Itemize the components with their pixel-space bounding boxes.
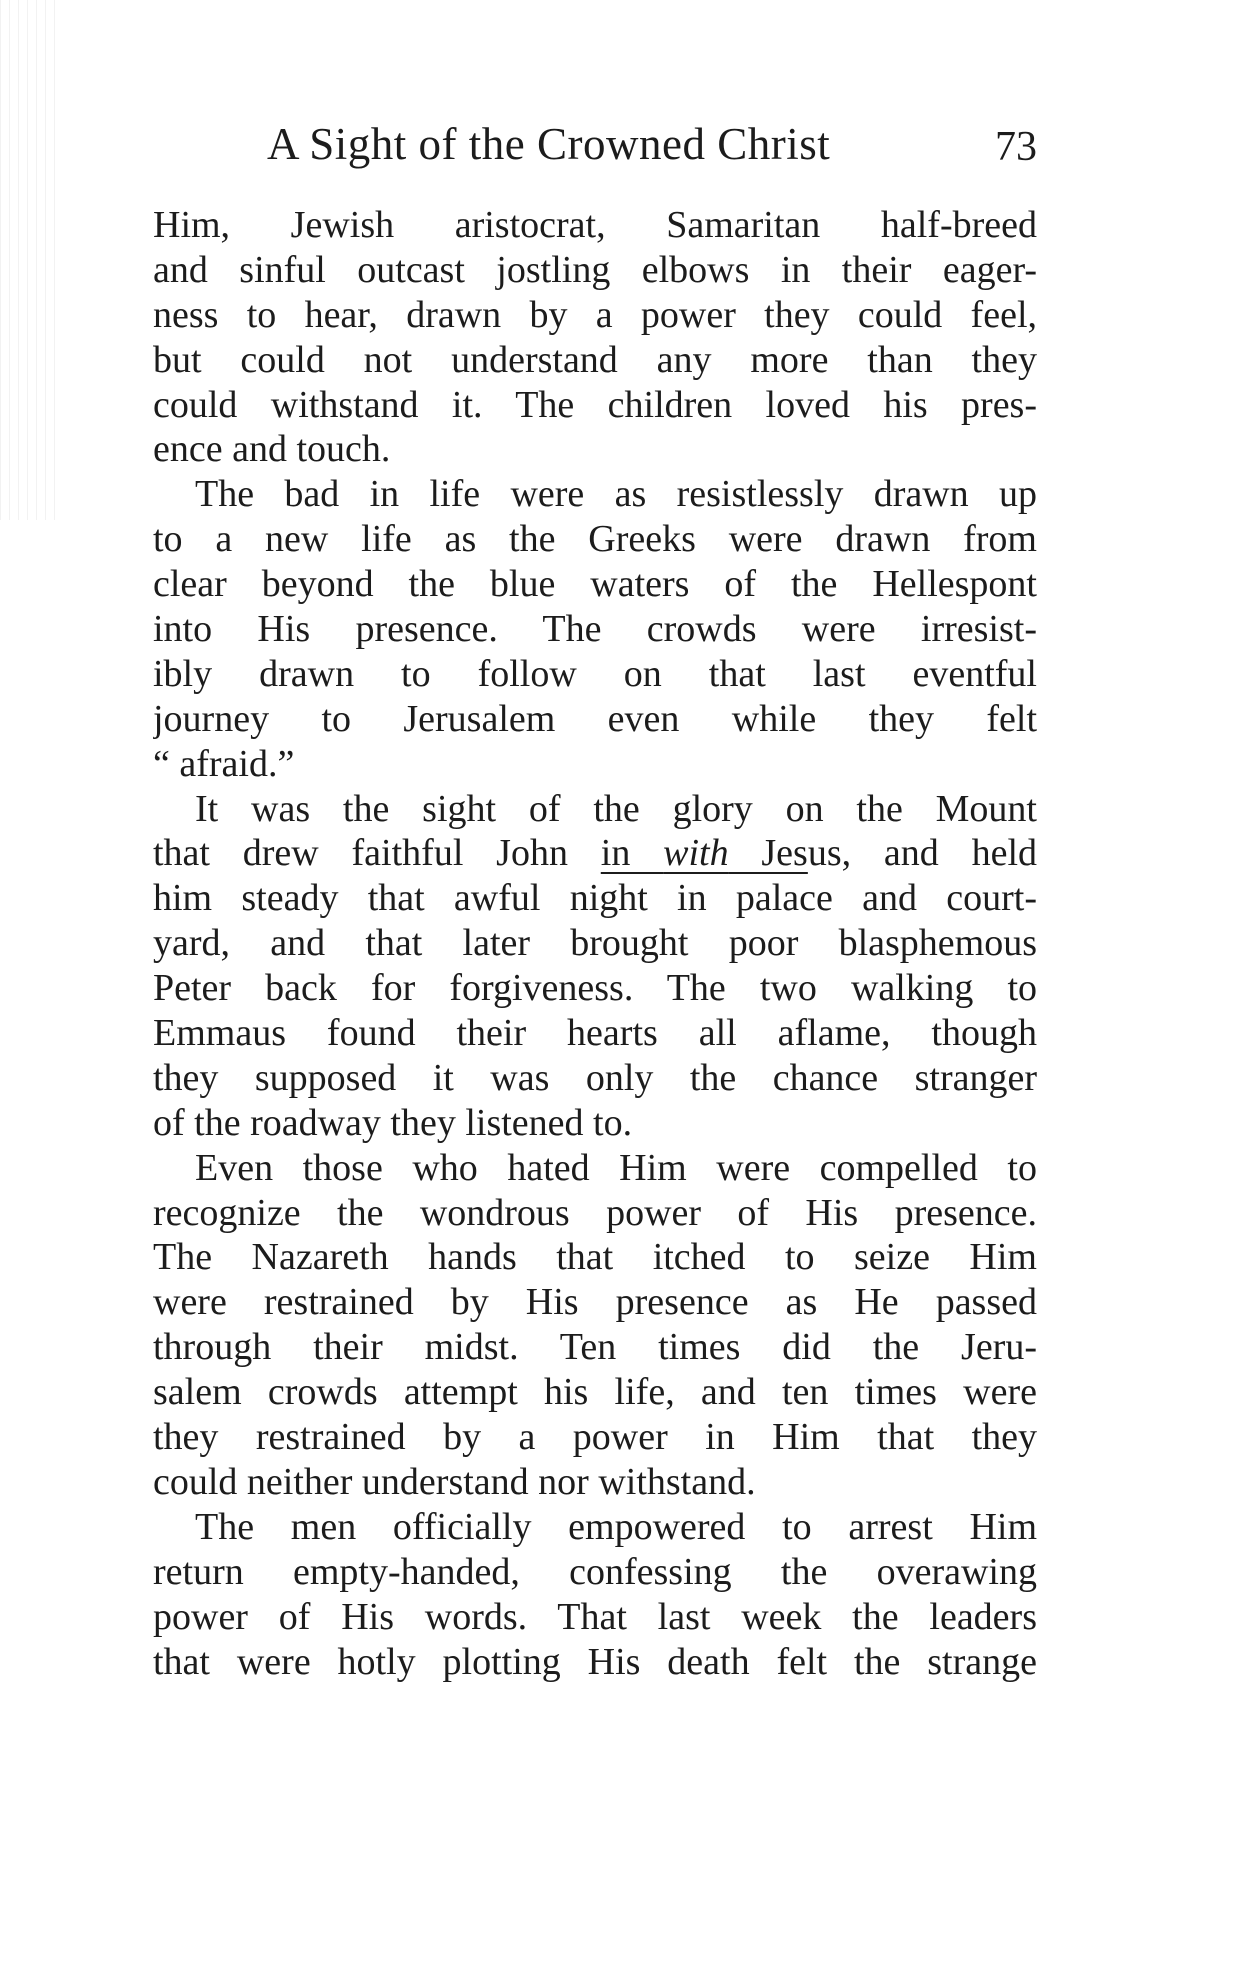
text-line: Him, Jewish aristocrat, Samaritan half-breed [153,204,1037,246]
text-line: yard, and that later brought poor blasphemous [153,922,1037,965]
text-line: The men officially empowered to arrest Him [195,1505,1037,1548]
text-line: ness to hear, drawn by a power they could feel, [153,293,1037,336]
text-line: but could not understand any more than they [153,338,1037,381]
text-line: through their midst. Ten times did the Jeru- [153,1326,1037,1369]
scan-edge-texture [0,0,60,520]
text-line: Even those who hated Him were compelled to [195,1146,1037,1189]
handwritten-underline [601,832,808,874]
paragraph [153,203,1037,472]
running-head [267,118,1037,178]
paragraph [153,472,1037,786]
text-line: into His presence. The crowds were irresist- [153,608,1037,651]
text-line: to a new life as the Greeks were drawn from [153,518,1037,561]
text-fragment: Jes [728,832,808,875]
text-line: The bad in life were as resistlessly drawn up [195,473,1037,516]
text-line: power of His words. That last week the leaders [153,1595,1037,1638]
text-line: were restrained by His presence as He passed [153,1281,1037,1324]
text-line: they supposed it was only the chance stranger [153,1056,1037,1099]
text-line: ence and touch. [153,428,391,471]
running-title: A Sight of the Crowned Christ [267,119,831,169]
text-fragment: in [600,832,664,875]
text-line: Emmaus found their hearts all aflame, though [153,1012,1037,1055]
text-line: ibly drawn to follow on that last eventful [153,652,1037,695]
paragraph [153,1146,1037,1505]
text-fragment: that drew faithful John [153,832,568,875]
text-fragment: us, and held [807,832,1037,875]
text-line: “ afraid.” [153,742,295,785]
text-line [153,831,1037,876]
text-line: could withstand it. The children loved his pres- [153,383,1037,426]
body-text [153,203,1037,1684]
text-line: The Nazareth hands that itched to seize Him [153,1236,1037,1279]
emphasized-word: with [663,832,729,875]
page-number: 73 [995,124,1037,170]
text-line: of the roadway they listened to. [153,1101,633,1144]
text-line: It was the sight of the glory on the Mount [195,787,1037,830]
text-line: could neither understand nor withstand. [153,1460,756,1503]
paragraph [153,787,1037,1146]
paragraph [153,1505,1037,1685]
text-line: that were hotly plotting His death felt the strange [153,1640,1037,1683]
text-line: and sinful outcast jostling elbows in their eager- [153,248,1037,291]
text-line: clear beyond the blue waters of the Hellespont [153,563,1037,606]
text-line: recognize the wondrous power of His presence. [153,1191,1037,1234]
text-line: him steady that awful night in palace and court- [153,877,1037,920]
text-line: they restrained by a power in Him that they [153,1416,1037,1459]
text-line: return empty-handed, confessing the overawing [153,1550,1037,1593]
text-line: Peter back for forgiveness. The two walking to [153,967,1037,1010]
text-line: journey to Jerusalem even while they felt [153,697,1037,740]
text-line: salem crowds attempt his life, and ten times were [153,1371,1037,1414]
